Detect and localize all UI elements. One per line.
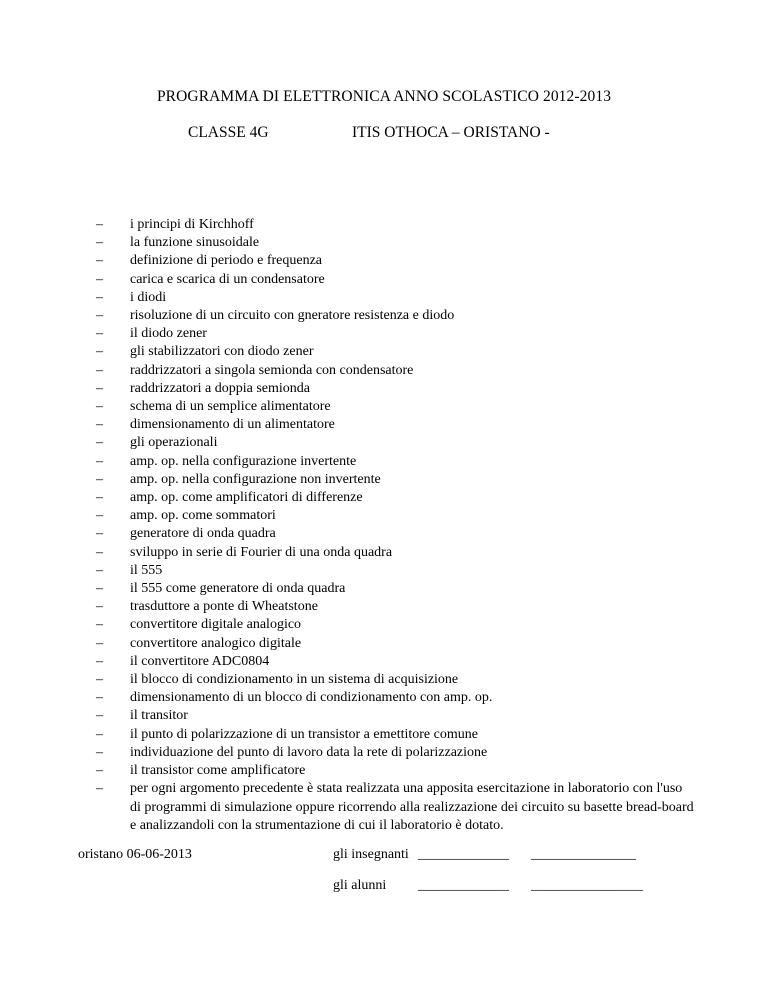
list-item [96, 398, 696, 416]
topic-text: schema di un semplice alimentatore [130, 399, 331, 415]
dash-bullet: – [96, 326, 103, 342]
topic-text: trasduttore a ponte di Wheatstone [130, 599, 318, 615]
dash-bullet: – [96, 708, 103, 724]
footer-date: oristano 06-06-2013 [78, 847, 192, 862]
topic-text: la funzione sinusoidale [130, 235, 260, 251]
dash-bullet: – [96, 635, 103, 651]
list-item [96, 780, 696, 835]
topic-text: gli operazionali [130, 435, 218, 451]
dash-bullet: – [96, 362, 103, 378]
topic-text: per ogni argomento precedente è stata realizzata una apposita esercitazione in laboratorio con l'uso di programmi di simulazione oppure ricorrendo alla realizzazione dei circuito su basette bread-board e analizzandoli con la strumentazione di cui il laboratorio è dotato. [130, 781, 694, 833]
dash-bullet: – [96, 344, 103, 360]
list-item [96, 362, 696, 380]
list-item [96, 744, 696, 762]
topic-text: i principi di Kirchhoff [130, 217, 254, 232]
list-item [96, 380, 696, 398]
topic-text: amp. op. come sommatori [130, 508, 276, 524]
list-item [96, 489, 696, 507]
dash-bullet: – [96, 380, 103, 396]
topic-text: individuazione del punto di lavoro data la rete di polarizzazione [130, 744, 488, 760]
list-item [96, 635, 696, 653]
list-item [96, 580, 696, 598]
topic-text: amp. op. nella configurazione non invertente [130, 471, 381, 487]
topic-text: amp. op. nella configurazione invertente [130, 453, 357, 469]
list-item [96, 671, 696, 689]
dash-bullet: – [96, 253, 103, 269]
dash-bullet: – [96, 508, 103, 524]
dash-bullet: – [96, 763, 103, 779]
dash-bullet: – [96, 562, 103, 578]
list-item [96, 471, 696, 489]
dash-bullet: – [96, 672, 103, 688]
list-item [96, 525, 696, 543]
dash-bullet: – [96, 690, 103, 706]
students-label: gli alunni [333, 878, 387, 893]
list-item [96, 307, 696, 325]
dash-bullet: – [96, 490, 103, 506]
dash-bullet: – [96, 653, 103, 669]
dash-bullet: – [96, 581, 103, 597]
topic-text: il 555 come generatore di onda quadra [130, 581, 346, 597]
list-item [96, 216, 696, 234]
topic-text: il 555 [130, 562, 163, 578]
list-item [96, 252, 696, 270]
topic-text: sviluppo in serie di Fourier di una onda quadra [130, 544, 393, 560]
topic-text: raddrizzatori a doppia semionda [130, 380, 310, 396]
topic-text: generatore di onda quadra [130, 526, 276, 542]
dash-bullet: – [96, 271, 103, 287]
dash-bullet: – [96, 417, 103, 433]
topic-text: gli stabilizzatori con diodo zener [130, 344, 314, 360]
topic-text: amp. op. come amplificatori di differenze [130, 490, 363, 506]
topic-text: carica e scarica di un condensatore [130, 271, 325, 287]
topic-text: il transitor [130, 708, 188, 724]
teachers-signature-line-2: _______________ [531, 847, 636, 862]
list-item [96, 416, 696, 434]
topic-text: raddrizzatori a singola semionda con condensatore [130, 362, 414, 378]
list-item [96, 234, 696, 252]
list-item [96, 453, 696, 471]
list-item [96, 434, 696, 452]
topic-text: i diodi [130, 289, 167, 305]
students-signature-line-1: _____________ [418, 878, 509, 893]
topic-text: convertitore analogico digitale [130, 635, 302, 651]
list-item [96, 689, 696, 707]
topic-list [96, 216, 696, 835]
school-label: ITIS OTHOCA – ORISTANO - [352, 124, 550, 141]
topic-text: dimensionamento di un alimentatore [130, 417, 335, 433]
topic-text: dimensionamento di un blocco di condizionamento con amp. op. [130, 690, 493, 706]
teachers-label: gli insegnanti [333, 847, 409, 862]
list-item [96, 343, 696, 361]
list-item [96, 616, 696, 634]
dash-bullet: – [96, 544, 103, 560]
list-item [96, 289, 696, 307]
dash-bullet: – [96, 726, 103, 742]
dash-bullet: – [96, 399, 103, 415]
dash-bullet: – [96, 217, 103, 232]
list-item [96, 507, 696, 525]
class-label: CLASSE 4G [188, 124, 269, 141]
topic-text: il punto di polarizzazione di un transistor a emettitore comune [130, 726, 478, 742]
list-item [96, 562, 696, 580]
dash-bullet: – [96, 781, 103, 797]
list-item [96, 707, 696, 725]
teachers-signature-line-1: _____________ [418, 847, 509, 862]
topic-text: definizione di periodo e frequenza [130, 253, 323, 269]
list-item [96, 726, 696, 744]
dash-bullet: – [96, 435, 103, 451]
topic-text: il blocco di condizionamento in un sistema di acquisizione [130, 672, 459, 688]
page-title: PROGRAMMA DI ELETTRONICA ANNO SCOLASTICO 2012-2013 [156, 88, 612, 105]
dash-bullet: – [96, 471, 103, 487]
dash-bullet: – [96, 599, 103, 615]
topic-text: il diodo zener [130, 326, 207, 342]
list-item [96, 325, 696, 343]
dash-bullet: – [96, 289, 103, 305]
dash-bullet: – [96, 744, 103, 760]
list-item [96, 544, 696, 562]
list-item [96, 653, 696, 671]
list-item [96, 271, 696, 289]
topic-text: risoluzione di un circuito con gneratore resistenza e diodo [130, 308, 455, 324]
topic-text: convertitore digitale analogico [130, 617, 302, 633]
dash-bullet: – [96, 526, 103, 542]
dash-bullet: – [96, 453, 103, 469]
dash-bullet: – [96, 235, 103, 251]
list-item [96, 762, 696, 780]
topic-text: il transistor come amplificatore [130, 763, 306, 779]
list-item [96, 598, 696, 616]
dash-bullet: – [96, 308, 103, 324]
topic-text: il convertitore ADC0804 [130, 653, 270, 669]
dash-bullet: – [96, 617, 103, 633]
students-signature-line-2: ________________ [531, 878, 643, 893]
